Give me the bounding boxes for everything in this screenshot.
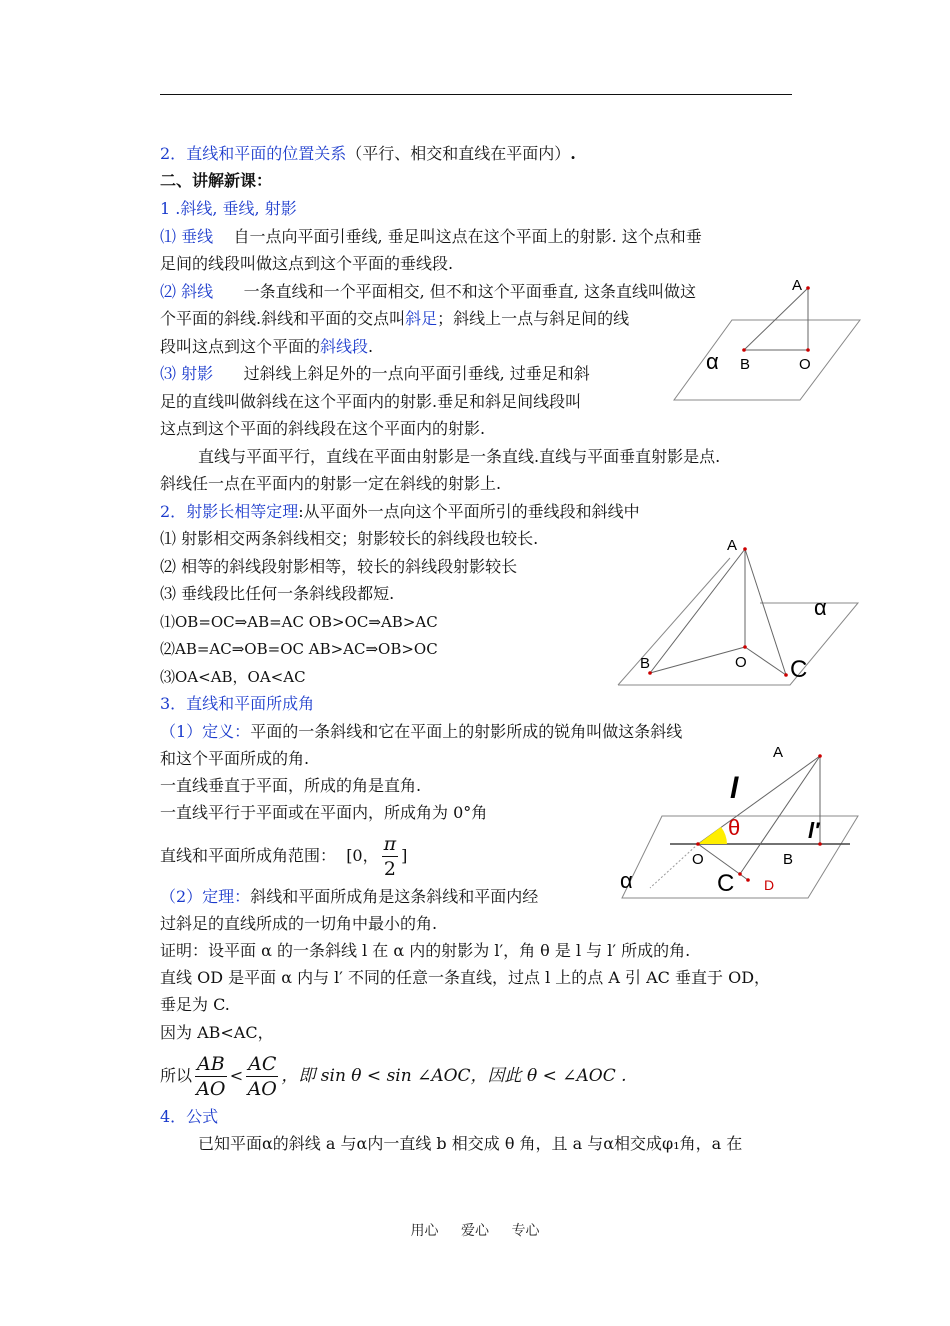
section-3-title: 3．直线和平面所成角 (160, 694, 315, 713)
label-theta: θ (728, 815, 741, 840)
proof-line: 证明：设平面 α 的一条斜线 l 在 α 内的射影为 l′，角 θ 是 l 与 l′ 所成的角. (160, 941, 691, 960)
label-b: B (740, 356, 751, 373)
label-alpha: α (814, 595, 827, 620)
section-2-heading: 2．直线和平面的位置关系（平行、相交和直线在平面内）. (160, 144, 576, 163)
point-a (806, 286, 810, 290)
theorem-2-relation: ⑶OA<AB，OA<AC (160, 668, 306, 686)
label-o: O (692, 851, 704, 868)
theorem-2: 2．射影长相等定理:从平面外一点向这个平面所引的垂线段和斜线中 (160, 502, 640, 521)
new-lesson-heading: 二、讲解新课： (160, 171, 273, 190)
dashed-extension (650, 844, 698, 888)
fraction-ac-ao: $\frac{AC}{AO}$ (247, 1053, 277, 1100)
perpendicular-def-cont: 足间的线段叫做这点到这个平面的垂线段. (160, 254, 454, 273)
label-a: A (727, 537, 738, 554)
theorem-2-relation: ⑴OB=OC⇒AB=AC OB>OC⇒AB>AC (160, 613, 438, 631)
label-a: A (773, 744, 784, 761)
subsection-1-title: 1 .斜线, 垂线, 射影 (160, 199, 297, 218)
angle-theta-marker (698, 827, 727, 844)
projection-def-cont2: 这点到这个平面的斜线段在这个平面内的射影. (160, 419, 486, 438)
point-b (742, 348, 746, 352)
label-b: B (783, 851, 794, 868)
label-o: O (735, 654, 747, 671)
point-c (784, 673, 788, 677)
projection-def-cont1: 足的直线叫做斜线在这个平面内的射影.垂足和斜足间线段叫 (160, 392, 582, 411)
perpendicular-def: ⑴ 垂线 自一点向平面引垂线, 垂足叫这点在这个平面上的射影. 这个点和垂 (160, 227, 702, 246)
section-4-title: 4．公式 (160, 1107, 219, 1126)
label-c: C (717, 870, 735, 897)
header-rule (160, 94, 792, 95)
label-b: B (640, 655, 651, 672)
oblique-def-cont2: 段叫这点到这个平面的斜线段. (160, 337, 374, 356)
label-l: l (730, 772, 739, 805)
definition-3-cont: 和这个平面所成的角. (160, 749, 310, 768)
fraction-ab-ao: $\frac{AB}{AO}$ (196, 1053, 226, 1100)
theorem-2-item: ⑴ 射影相交两条斜线相交；射影较长的斜线段也较长. (160, 529, 539, 548)
proof-line: 因为 AB<AC， (160, 1023, 274, 1042)
label-o: O (799, 356, 811, 373)
proof-line: 垂足为 C. (160, 995, 230, 1014)
right-angle-line: 一直线垂直于平面，所成的角是直角. (160, 776, 422, 795)
theorem-3-cont: 过斜足的直线所成的一切角中最小的角. (160, 914, 438, 933)
label-c: C (790, 656, 808, 683)
definition-3: （1）定义：平面的一条斜线和它在平面上的射影所成的锐角叫做这条斜线 (160, 722, 683, 741)
line-ac (740, 756, 820, 874)
proof-conclusion: 所以 $\frac{AB}{AO}$ < $\frac{AC}{AO}$ ，即 sin θ < sin ∠AOC，因此 θ < ∠AOC . (160, 1053, 627, 1100)
theorem-2-item: ⑶ 垂线段比任何一条斜线段都短. (160, 584, 395, 603)
oblique-ac (745, 549, 786, 675)
label-alpha: α (706, 349, 719, 374)
projection-oc (745, 647, 786, 675)
oblique-def-cont1: 个平面的斜线.斜线和平面的交点叫斜足；斜线上一点与斜足间的线 (160, 309, 630, 328)
footer-text: 用心 (410, 1223, 439, 1239)
footer-text: 专心 (511, 1223, 540, 1239)
oblique-ab (650, 549, 745, 673)
theorem-3: （2）定理：斜线和平面所成角是这条斜线和平面内经 (160, 887, 539, 906)
point-o (743, 645, 747, 649)
projection-def: ⑶ 射影 过斜线上斜足外的一点向平面引垂线, 过垂足和斜 (160, 364, 590, 383)
projection-ob (650, 647, 745, 673)
pi-over-2-fraction: $\frac{\pi}{2}$ (383, 833, 397, 880)
point-c (738, 872, 742, 876)
point-d (746, 878, 750, 882)
parallel-para-cont: 斜线任一点在平面内的射影一定在斜线的射影上. (160, 474, 502, 493)
figure-projection-theorem (610, 530, 860, 695)
footer (0, 1220, 950, 1240)
figure-oblique-line (670, 268, 870, 414)
angle-range: 直线和平面所成角范围： [0， $\frac{\pi}{2}$ ] (160, 833, 408, 880)
parallel-para: 直线与平面平行，直线在平面由射影是一条直线.直线与平面垂直射影是点. (198, 447, 721, 466)
label-a: A (792, 277, 803, 294)
point-a (818, 754, 822, 758)
label-d: D (764, 877, 775, 893)
point-o (806, 348, 810, 352)
zero-angle-line: 一直线平行于平面或在平面内，所成角为 0°角 (160, 803, 488, 822)
figure-line-plane-angle (610, 738, 870, 900)
point-o (696, 842, 700, 846)
theorem-2-relation: ⑵AB=AC⇒OB=OC AB>AC⇒OB>OC (160, 640, 438, 658)
formula-intro: 已知平面α的斜线 a 与α内一直线 b 相交成 θ 角，且 a 与α相交成φ₁角，a 在 (198, 1134, 743, 1153)
label-alpha: α (620, 868, 633, 893)
point-a (743, 547, 747, 551)
oblique-line (744, 288, 808, 350)
oblique-def: ⑵ 斜线 一条直线和一个平面相交, 但不和这个平面垂直, 这条直线叫做这 (160, 282, 696, 301)
plane-alpha (674, 320, 860, 400)
label-l-prime: l′ (808, 818, 820, 843)
proof-line: 直线 OD 是平面 α 内与 l′ 不同的任意一条直线，过点 l 上的点 A 引 AC 垂直于 OD， (160, 968, 771, 987)
theorem-2-item: ⑵ 相等的斜线段射影相等，较长的斜线段射影较长 (160, 557, 518, 576)
footer-text: 爱心 (461, 1223, 489, 1239)
